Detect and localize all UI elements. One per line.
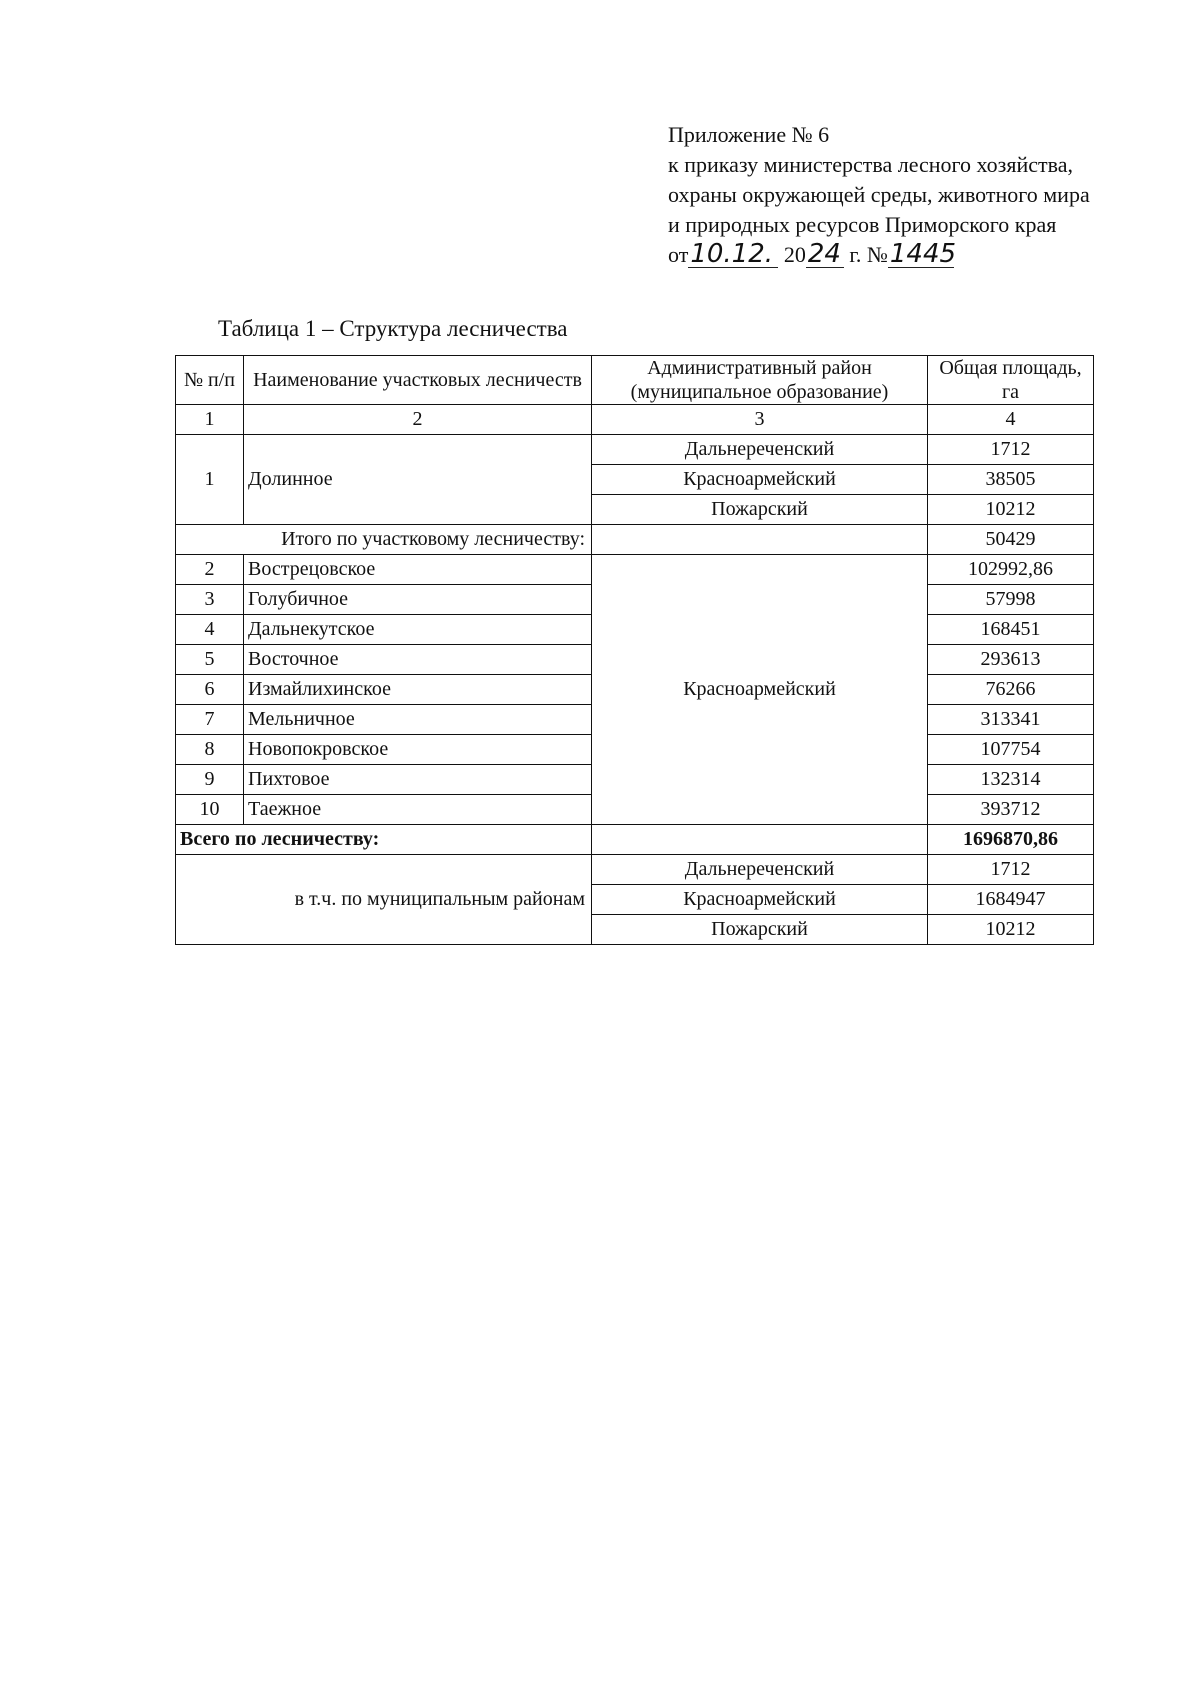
row-num: 3: [176, 585, 244, 615]
district-cell: Дальнереченский: [592, 855, 928, 885]
forestry-name: Голубичное: [244, 585, 592, 615]
total-area: 1696870,86: [928, 825, 1094, 855]
forestry-name: Измайлихинское: [244, 675, 592, 705]
col-number: 4: [928, 405, 1094, 435]
appendix-header: [668, 120, 1168, 270]
row-num: 1: [176, 435, 244, 525]
district-cell: Красноармейский: [592, 555, 928, 825]
forestry-name: Вострецовское: [244, 555, 592, 585]
col-number: 2: [244, 405, 592, 435]
area-cell: 168451: [928, 615, 1094, 645]
table-row: [176, 555, 1094, 585]
empty-cell: [592, 525, 928, 555]
area-cell: 102992,86: [928, 555, 1094, 585]
header-num: № п/п: [176, 356, 244, 405]
area-cell: 1684947: [928, 885, 1094, 915]
forestry-name: Мельничное: [244, 705, 592, 735]
area-cell: 76266: [928, 675, 1094, 705]
table-caption: Таблица 1 – Структура лесничества: [218, 316, 568, 341]
area-cell: 313341: [928, 705, 1094, 735]
forestry-name: Восточное: [244, 645, 592, 675]
order-line-2: к приказу министерства лесного хозяйства,: [668, 152, 1074, 177]
area-cell: 57998: [928, 585, 1094, 615]
district-cell: Дальнереченский: [592, 435, 928, 465]
header-district: Административный район (муниципальное образование): [592, 356, 928, 405]
area-cell: 1712: [928, 435, 1094, 465]
forestry-name: Пихтовое: [244, 765, 592, 795]
area-cell: 10212: [928, 495, 1094, 525]
row-num: 10: [176, 795, 244, 825]
district-cell: Красноармейский: [592, 465, 928, 495]
row-num: 9: [176, 765, 244, 795]
col-number: 1: [176, 405, 244, 435]
number-label: г. №: [849, 242, 888, 267]
area-cell: 38505: [928, 465, 1094, 495]
subtotal-row: [176, 525, 1094, 555]
district-cell: Пожарский: [592, 495, 928, 525]
forestry-name: Таежное: [244, 795, 592, 825]
total-label: Всего по лесничеству:: [176, 825, 592, 855]
breakdown-row: [176, 855, 1094, 885]
row-num: 4: [176, 615, 244, 645]
district-cell: Красноармейский: [592, 885, 928, 915]
forestry-name: Долинное: [244, 435, 592, 525]
area-cell: 10212: [928, 915, 1094, 945]
forestry-name: Новопокровское: [244, 735, 592, 765]
subtotal-area: 50429: [928, 525, 1094, 555]
area-cell: 393712: [928, 795, 1094, 825]
row-num: 6: [176, 675, 244, 705]
empty-cell: [592, 825, 928, 855]
area-cell: 107754: [928, 735, 1094, 765]
forestry-name: Дальнекутское: [244, 615, 592, 645]
breakdown-label: в т.ч. по муниципальным районам: [176, 855, 592, 945]
column-number-row: [176, 405, 1094, 435]
total-row: [176, 825, 1094, 855]
table-header-row: [176, 356, 1094, 405]
area-cell: 293613: [928, 645, 1094, 675]
subtotal-label: Итого по участковому лесничеству:: [176, 525, 592, 555]
col-number: 3: [592, 405, 928, 435]
area-cell: 1712: [928, 855, 1094, 885]
handwritten-number: 1445: [889, 239, 957, 269]
forestry-structure-table: [175, 355, 1094, 945]
handwritten-year: 24: [806, 241, 844, 268]
order-line-3: охраны окружающей среды, животного мира: [668, 182, 1090, 207]
order-date-line: [668, 240, 1168, 270]
year-prefix: 20: [783, 242, 806, 267]
date-prefix: от: [668, 242, 689, 267]
order-line-4: и природных ресурсов Приморского края: [668, 212, 1057, 237]
header-name: Наименование участковых лесничеств: [244, 356, 592, 405]
appendix-title: Приложение № 6: [668, 122, 830, 147]
row-num: 2: [176, 555, 244, 585]
header-area: Общая площадь, га: [928, 356, 1094, 405]
district-cell: Пожарский: [592, 915, 928, 945]
row-num: 5: [176, 645, 244, 675]
handwritten-date: 10.12.: [688, 241, 778, 268]
row-num: 7: [176, 705, 244, 735]
table-row: [176, 435, 1094, 465]
area-cell: 132314: [928, 765, 1094, 795]
row-num: 8: [176, 735, 244, 765]
